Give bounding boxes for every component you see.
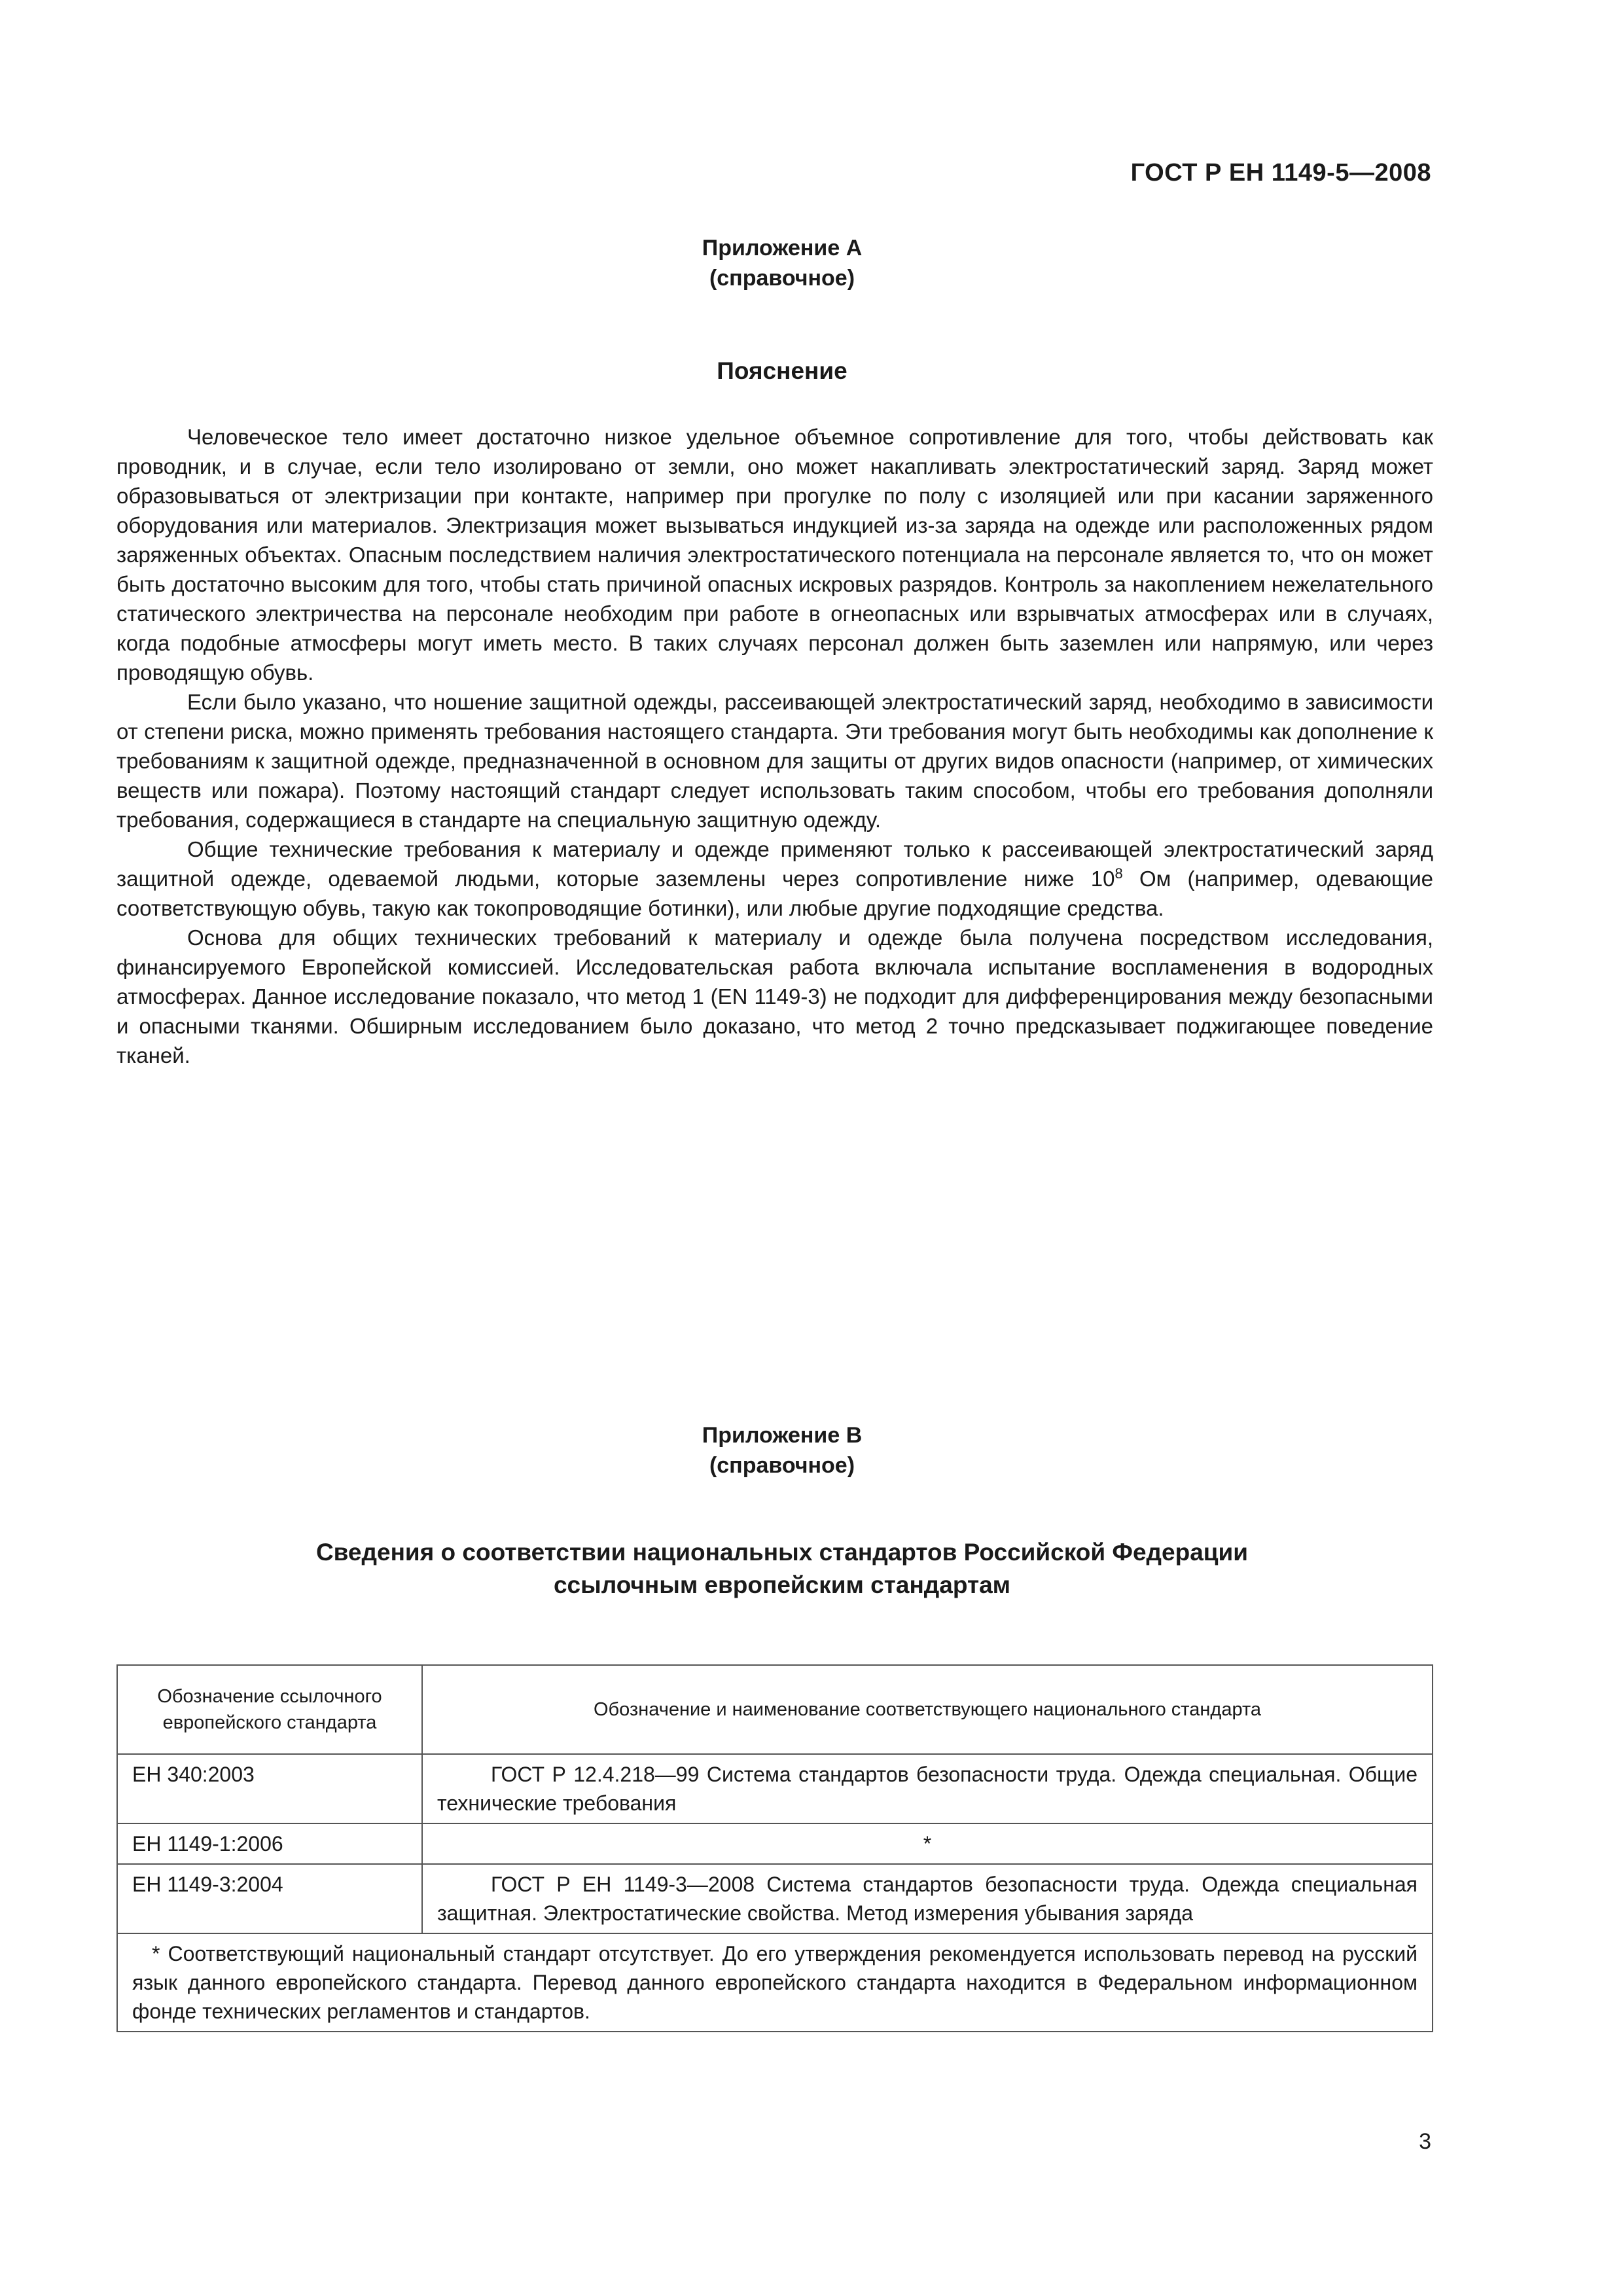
table-header-row <box>117 1665 1433 1754</box>
page-number: 3 <box>1419 2129 1431 2154</box>
european-standard-cell: ЕН 1149-3:2004 <box>117 1864 422 1933</box>
annex-a-body <box>116 422 1433 1070</box>
column-header: Обозначение ссылочного европейского стандарта <box>117 1665 422 1754</box>
annex-b-title: Приложение В <box>702 1423 863 1448</box>
national-standard-cell: * <box>422 1823 1433 1864</box>
annex-b-heading-line: ссылочным европейским стандартам <box>553 1571 1011 1598</box>
table-footnote-row <box>117 1933 1433 2032</box>
paragraph: Основа для общих технических требований к материалу и одежде была получена посредством исследования, финансируемого Европейской комиссией. Исследовательская работа включала испытание воспламенения в водородных атмосферах. Данное исследование показало, что метод 1 (EN 1149-3) не подходит для дифференцирования между безопасными и опасными тканями. Обширным исследованием было доказано, что метод 2 точно предсказывает поджигающее поведение тканей. <box>116 925 1433 1067</box>
annex-a-header <box>0 233 1564 293</box>
reference-standards-table <box>116 1664 1433 2032</box>
paragraph: Человеческое тело имеет достаточно низкое удельное объемное сопротивление для того, чтобы действовать как проводник, и в случае, если тело изолировано от земли, оно может накапливать электростатический заряд. Заряд может образовываться от электризации при контакте, например при прогулке по полу с изоляцией или при касании заряженного оборудования или материалов. Электризация может вызываться индукцией из-за заряда на одежде или расположенных рядом заряженных объектах. Опасным последствием наличия электростатического потенциала на персонале является то, что он может быть достаточно высоким для того, чтобы стать причиной опасных искровых разрядов. Контроль за накоплением нежелательного статического электричества на персонале необходим при работе в огнеопасных или взрывчатых атмосферах или в случаях, когда подобные атмосферы могут иметь место. В таких случаях персонал должен быть заземлен или напрямую, или через проводящую обувь. <box>116 425 1433 685</box>
table-row <box>117 1823 1433 1864</box>
table-row <box>117 1864 1433 1933</box>
european-standard-cell: ЕН 1149-1:2006 <box>117 1823 422 1864</box>
national-standard-cell: ГОСТ Р 12.4.218—99 Система стандартов безопасности труда. Одежда специальная. Общие технические требования <box>422 1754 1433 1823</box>
table-footnote: * Соответствующий национальный стандарт отсутствует. До его утверждения рекомендуется использовать перевод на русский язык данного европейского стандарта. Перевод данного европейского стандарта находится в Федеральном информационном фонде технических регламентов и стандартов. <box>117 1933 1433 2032</box>
paragraph-text: Общие технические требования к материалу и одежде применяют только к рассеивающей электростатический заряд защитной одежде, одеваемой людьми, которые заземлены через сопротивление ниже 10 <box>116 837 1433 891</box>
paragraph-text: Ом (например, одевающие соответствующую обувь, такую как токопроводящие ботинки), или любые другие подходящие средства. <box>116 867 1433 920</box>
document-code: ГОСТ Р ЕН 1149-5—2008 <box>1130 159 1431 187</box>
column-header: Обозначение и наименование соответствующего национального стандарта <box>422 1665 1433 1754</box>
annex-b-header <box>0 1420 1564 1480</box>
table-row <box>117 1754 1433 1823</box>
paragraph: Если было указано, что ношение защитной одежды, рассеивающей электростатический заряд, необходимо в зависимости от степени риска, можно применять требования настоящего стандарта. Эти требования могут быть необходимы как дополнение к требованиям к защитной одежде, предназначенной в основном для защиты от других видов опасности (например, от химических веществ или пожара). Поэтому настоящий стандарт следует использовать таким способом, чтобы его требования дополняли требования, содержащиеся в стандарте на специальную защитную одежду. <box>116 690 1433 832</box>
annex-b-heading <box>0 1536 1564 1602</box>
annex-b-status: (справочное) <box>709 1453 855 1478</box>
annex-a-status: (справочное) <box>709 266 855 291</box>
exponent: 8 <box>1115 865 1123 882</box>
national-standard-cell: ГОСТ Р ЕН 1149-3—2008 Система стандартов безопасности труда. Одежда специальная защитная. Электростатические свойства. Метод измерения убывания заряда <box>422 1864 1433 1933</box>
annex-b-heading-line: Сведения о соответствии национальных стандартов Российской Федерации <box>315 1539 1249 1566</box>
european-standard-cell: ЕН 340:2003 <box>117 1754 422 1823</box>
annex-a-title: Приложение А <box>702 236 863 260</box>
annex-a-heading: Пояснение <box>717 357 847 384</box>
paragraph <box>116 834 1433 923</box>
